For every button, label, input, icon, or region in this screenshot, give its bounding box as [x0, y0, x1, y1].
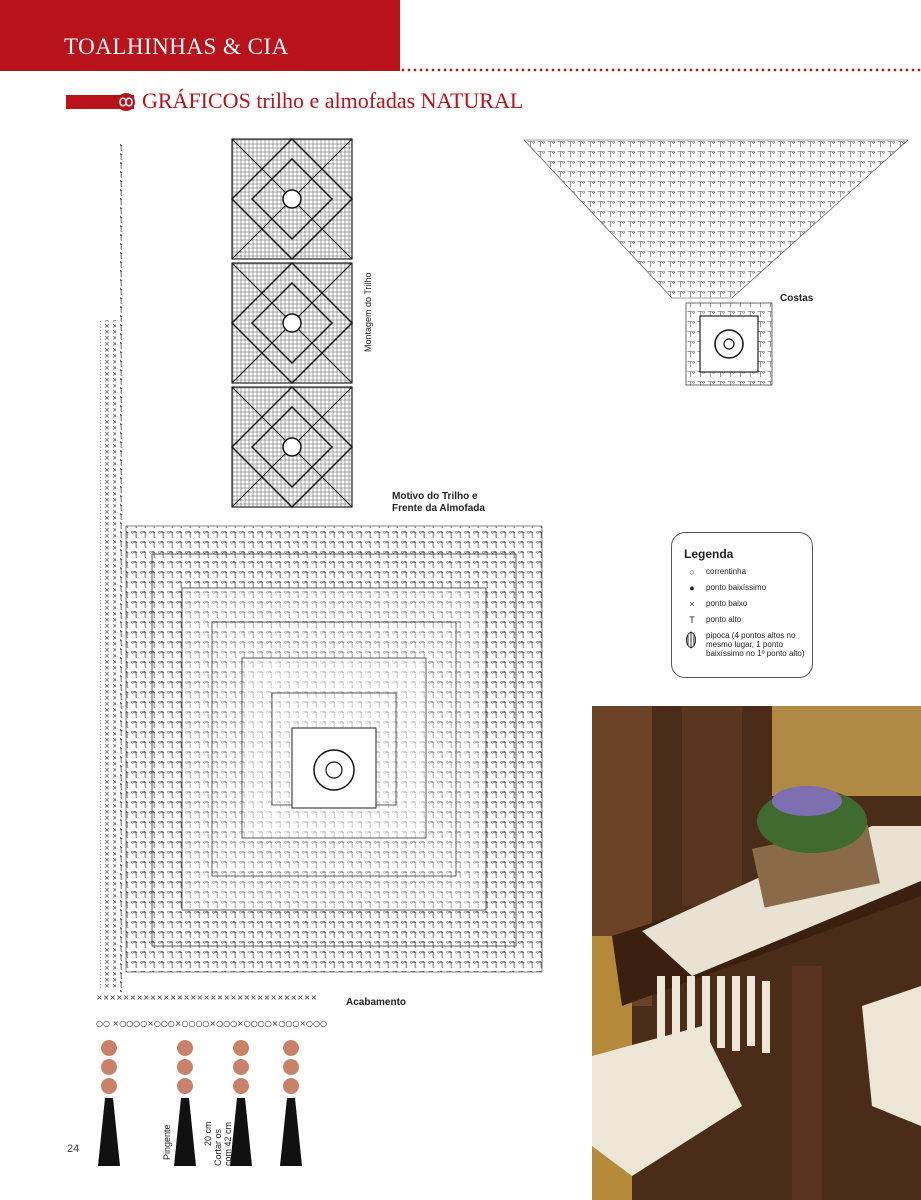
product-photo — [592, 706, 921, 1200]
motivo-label-2: Frente da Almofada — [392, 503, 485, 514]
photo-illustration — [592, 706, 921, 1200]
legend-title: Legenda — [684, 547, 734, 561]
motivo-svg — [122, 518, 546, 978]
legend-item: pipoca (4 pontos altos no mesmo lugar, 1 ponto baixíssimo no 1º ponto alto) — [684, 631, 806, 658]
legend-item: × ponto baixo — [684, 599, 806, 609]
pendants — [96, 1034, 306, 1174]
legend-item: ○ correntinha — [684, 567, 806, 577]
single-crochet-icon: × — [689, 599, 695, 609]
acabamento-row — [96, 990, 346, 1034]
ornament-icon — [115, 92, 137, 112]
slip-stitch-icon: ● — [689, 583, 695, 593]
svg-text:××××××××××××××××××××××××××××××: ××××××××××××××××××××××××××××××××× — [96, 993, 318, 1002]
motivo-chart — [122, 518, 546, 978]
acabamento-label: Acabamento — [346, 997, 407, 1008]
costas-svg — [522, 138, 910, 388]
costas-chart — [522, 138, 910, 388]
page-title: GRÁFICOS trilho e almofadas NATURAL — [142, 88, 524, 113]
double-crochet-icon: T — [689, 615, 695, 625]
measure-2: Cortar os — [213, 1128, 223, 1166]
dotted-rule — [400, 68, 921, 72]
legend-item: ● ponto baixíssimo — [684, 583, 806, 593]
pendants-svg — [96, 1034, 306, 1174]
pipoca-icon — [684, 631, 700, 649]
section-title: TOALHINHAS & CIA — [64, 34, 289, 59]
montagem-label: Montagem do Trilho — [363, 272, 373, 352]
motivo-label-1: Motivo do Trilho e — [392, 491, 478, 502]
montagem-chart — [231, 138, 355, 508]
chain-icon: ○ — [689, 567, 695, 577]
measure-1: 20 cm — [203, 1121, 213, 1146]
measure-3: com 42 cm — [223, 1121, 233, 1166]
legend-item: T ponto alto — [684, 615, 806, 625]
pingente-label: Pingente — [162, 1124, 172, 1160]
section-tab — [0, 0, 400, 71]
costas-label: Costas — [780, 293, 814, 304]
montagem-svg — [231, 138, 355, 508]
legend-box — [671, 532, 813, 678]
svg-text:○○ ×○○○○×○○○×○○○○×○○○×○○○○×○○○: ○○ ×○○○○×○○○×○○○○×○○○×○○○○×○○○×○○○ — [96, 1019, 327, 1028]
acabamento-svg — [96, 990, 346, 1034]
page-number: 24 — [67, 1143, 80, 1155]
